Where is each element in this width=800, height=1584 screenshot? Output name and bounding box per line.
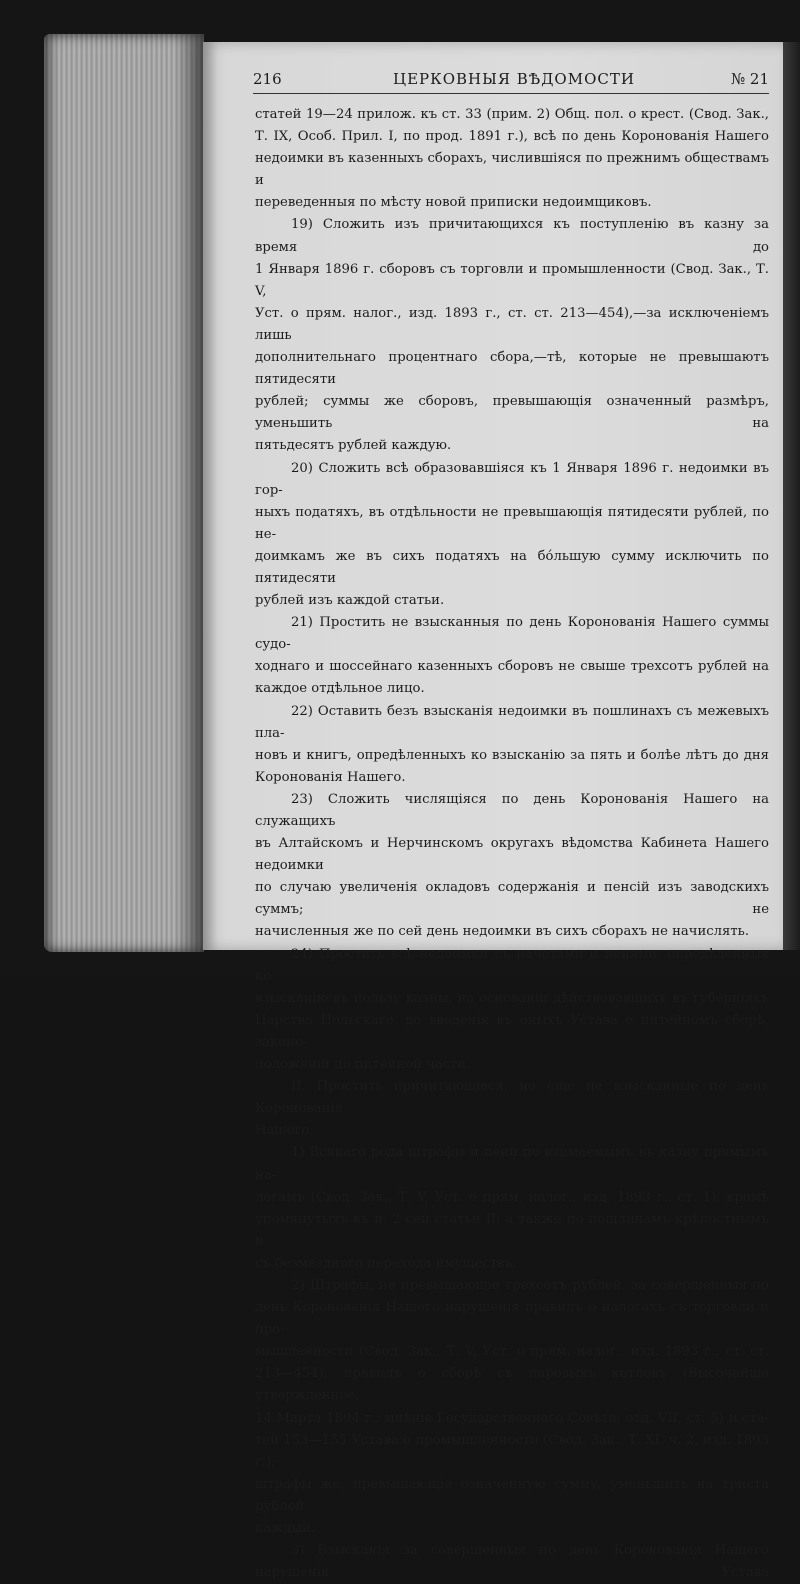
text-line: 19) Сложить изъ причитающихся къ поступленію въ казну за время до <box>255 217 769 255</box>
text-line: пятьдесятъ рублей каждую. <box>255 438 452 454</box>
page-number: 216 <box>253 70 282 88</box>
text-line: недоимки въ казенныхъ сборахъ, числившіяся по прежнимъ обществамъ и <box>255 151 769 189</box>
text-line: ходнаго и шоссейнаго казенныхъ сборовъ не свыше трехсотъ рублей на <box>255 659 769 675</box>
text-line: логамъ (Свод. Зак., Т. V, Уст. о прям. налог., изд. 1893 г., ст. 1), кромѣ <box>255 1189 769 1205</box>
text-line: положеній по питейной части. <box>255 1057 471 1073</box>
text-line: каждое отдѣльное лицо. <box>255 681 425 697</box>
text-line: II. Простить причитающіеся, но еще не взысканные по день Коронованія <box>255 1079 769 1117</box>
text-line: 1 Января 1896 г. сборовъ съ торговли и промышленности (Свод. Зак., Т. V, <box>255 261 769 299</box>
text-line: ныхъ податяхъ, въ отдѣльности не превышающія пятидесяти рублей, по не- <box>255 504 769 542</box>
text-line: рублей изъ каждой статьи. <box>255 593 445 609</box>
text-line: рублей; суммы же сборовъ, превышающія означенный размѣръ, уменьшить на <box>255 394 769 432</box>
facing-page-edge <box>783 42 800 950</box>
text-line: Уст. о прям. налог., изд. 1893 г., ст. ст. 213—454),—за исключеніемъ лишь <box>255 305 769 343</box>
text-line: статей 19—24 прилож. къ ст. 33 (прим. 2) Общ. пол. о крест. (Свод. Зак., <box>255 107 769 122</box>
text-line: 22) Оставить безъ взысканія недоимки въ пошлинахъ съ межевыхъ пла- <box>255 703 769 741</box>
text-line: въ Алтайскомъ и Нерчинскомъ округахъ вѣдомства Кабинета Нашего недоимки <box>255 836 769 874</box>
text-line: 21) Простить не взысканныя по день Коронованія Нашего суммы судо- <box>255 615 769 653</box>
journal-title: ЦЕРКОВНЫЯ ВѢДОМОСТИ <box>393 70 635 88</box>
text-line: Коронованія Нашего. <box>255 769 406 785</box>
text-line: день Коронованія Нашего нарушенія правилъ о налогахъ съ торговли и про- <box>255 1300 769 1338</box>
text-line: Нашего: <box>255 1123 314 1139</box>
text-line: Т. IX, Особ. Прил. I, по прод. 1891 г.), всѣ по день Коронованія Нашего <box>255 129 769 145</box>
body-text <box>255 104 769 1584</box>
text-line: взысканію въ пользу казны, на основаніи дѣйствовавшихъ въ губерніяхъ <box>255 990 769 1006</box>
text-line: начисленныя же по сей день недоимки въ сихъ сборахъ не начислять. <box>255 924 750 940</box>
text-line: съ безмездного перехода имуществъ. <box>255 1255 517 1271</box>
text-line: 213—454), правилъ о сборѣ съ паровыхъ котловъ (Высочайше утвержденное, <box>255 1366 769 1404</box>
text-line: 20) Сложить всѣ образовавшіяся къ 1 Января 1896 г. недоимки въ гор- <box>255 460 769 498</box>
text-line: штрафы же, превышающіе означенную сумму, уменьшить на триста рублей <box>255 1476 769 1514</box>
text-line: переведенныя по мѣсту новой приписки недоимщиковъ. <box>255 195 652 211</box>
text-line: 23) Сложить числящіяся по день Коронованія Нашего на служащихъ <box>255 791 769 829</box>
text-line: 2) Штрафы, не превышающіе трехсотъ рублей, за совершенныя по <box>291 1277 769 1293</box>
text-line: дополнительнаго процентнаго сбора,—тѣ, которые не превышаютъ пятидесяти <box>255 350 769 388</box>
page-header <box>253 68 769 92</box>
issue-number: № 21 <box>730 70 769 88</box>
text-line: по случаю увеличенія окладовъ содержанія и пенсій изъ заводскихъ суммъ; не <box>255 880 769 918</box>
text-line: тей 153—155 Устава о промышленности (Свод. Зак., Т. XI, ч. 2, изд. 1893 г.); <box>255 1432 769 1470</box>
text-line: 1) Всякаго рода штрафы и пени по взимаемымъ въ казну прямымъ на- <box>255 1145 769 1183</box>
text-line: новъ и книгъ, опредѣленныхъ ко взысканію за пять и болѣе лѣтъ до дня <box>255 747 769 763</box>
text-line: 24) Простить всѣ недоимки съ начетами и пенями, опредѣленныя ко <box>255 946 769 984</box>
text-line: мышленности (Свод. Зак., Т. V, Уст. о прям. налог., изд. 1893 г., ст. ст. <box>255 1344 769 1360</box>
book-page-edges <box>44 34 204 952</box>
text-line: 14 Марта 1894 г., мнѣніе Государственнаго Совѣта, отд. VII, ст. 5) и ста- <box>255 1410 769 1426</box>
text-line: Царства Польскаго, до введенія въ оныхъ Устава о питейномъ сборѣ, законо- <box>255 1012 769 1050</box>
text-line: доимкамъ же въ сихъ податяхъ на бо́льшую сумму исключить по пятидесяти <box>255 548 769 586</box>
text-line: каждый. <box>255 1521 315 1536</box>
header-rule <box>253 93 769 94</box>
text-line: упомянутыхъ въ п. 2 сей статьи II, а также по пошлинамъ крѣпостнымъ и <box>255 1211 769 1249</box>
text-line: 3) Взысканія за совершенныя по день Коронованія Нашего нарушенія Устава <box>255 1543 769 1581</box>
